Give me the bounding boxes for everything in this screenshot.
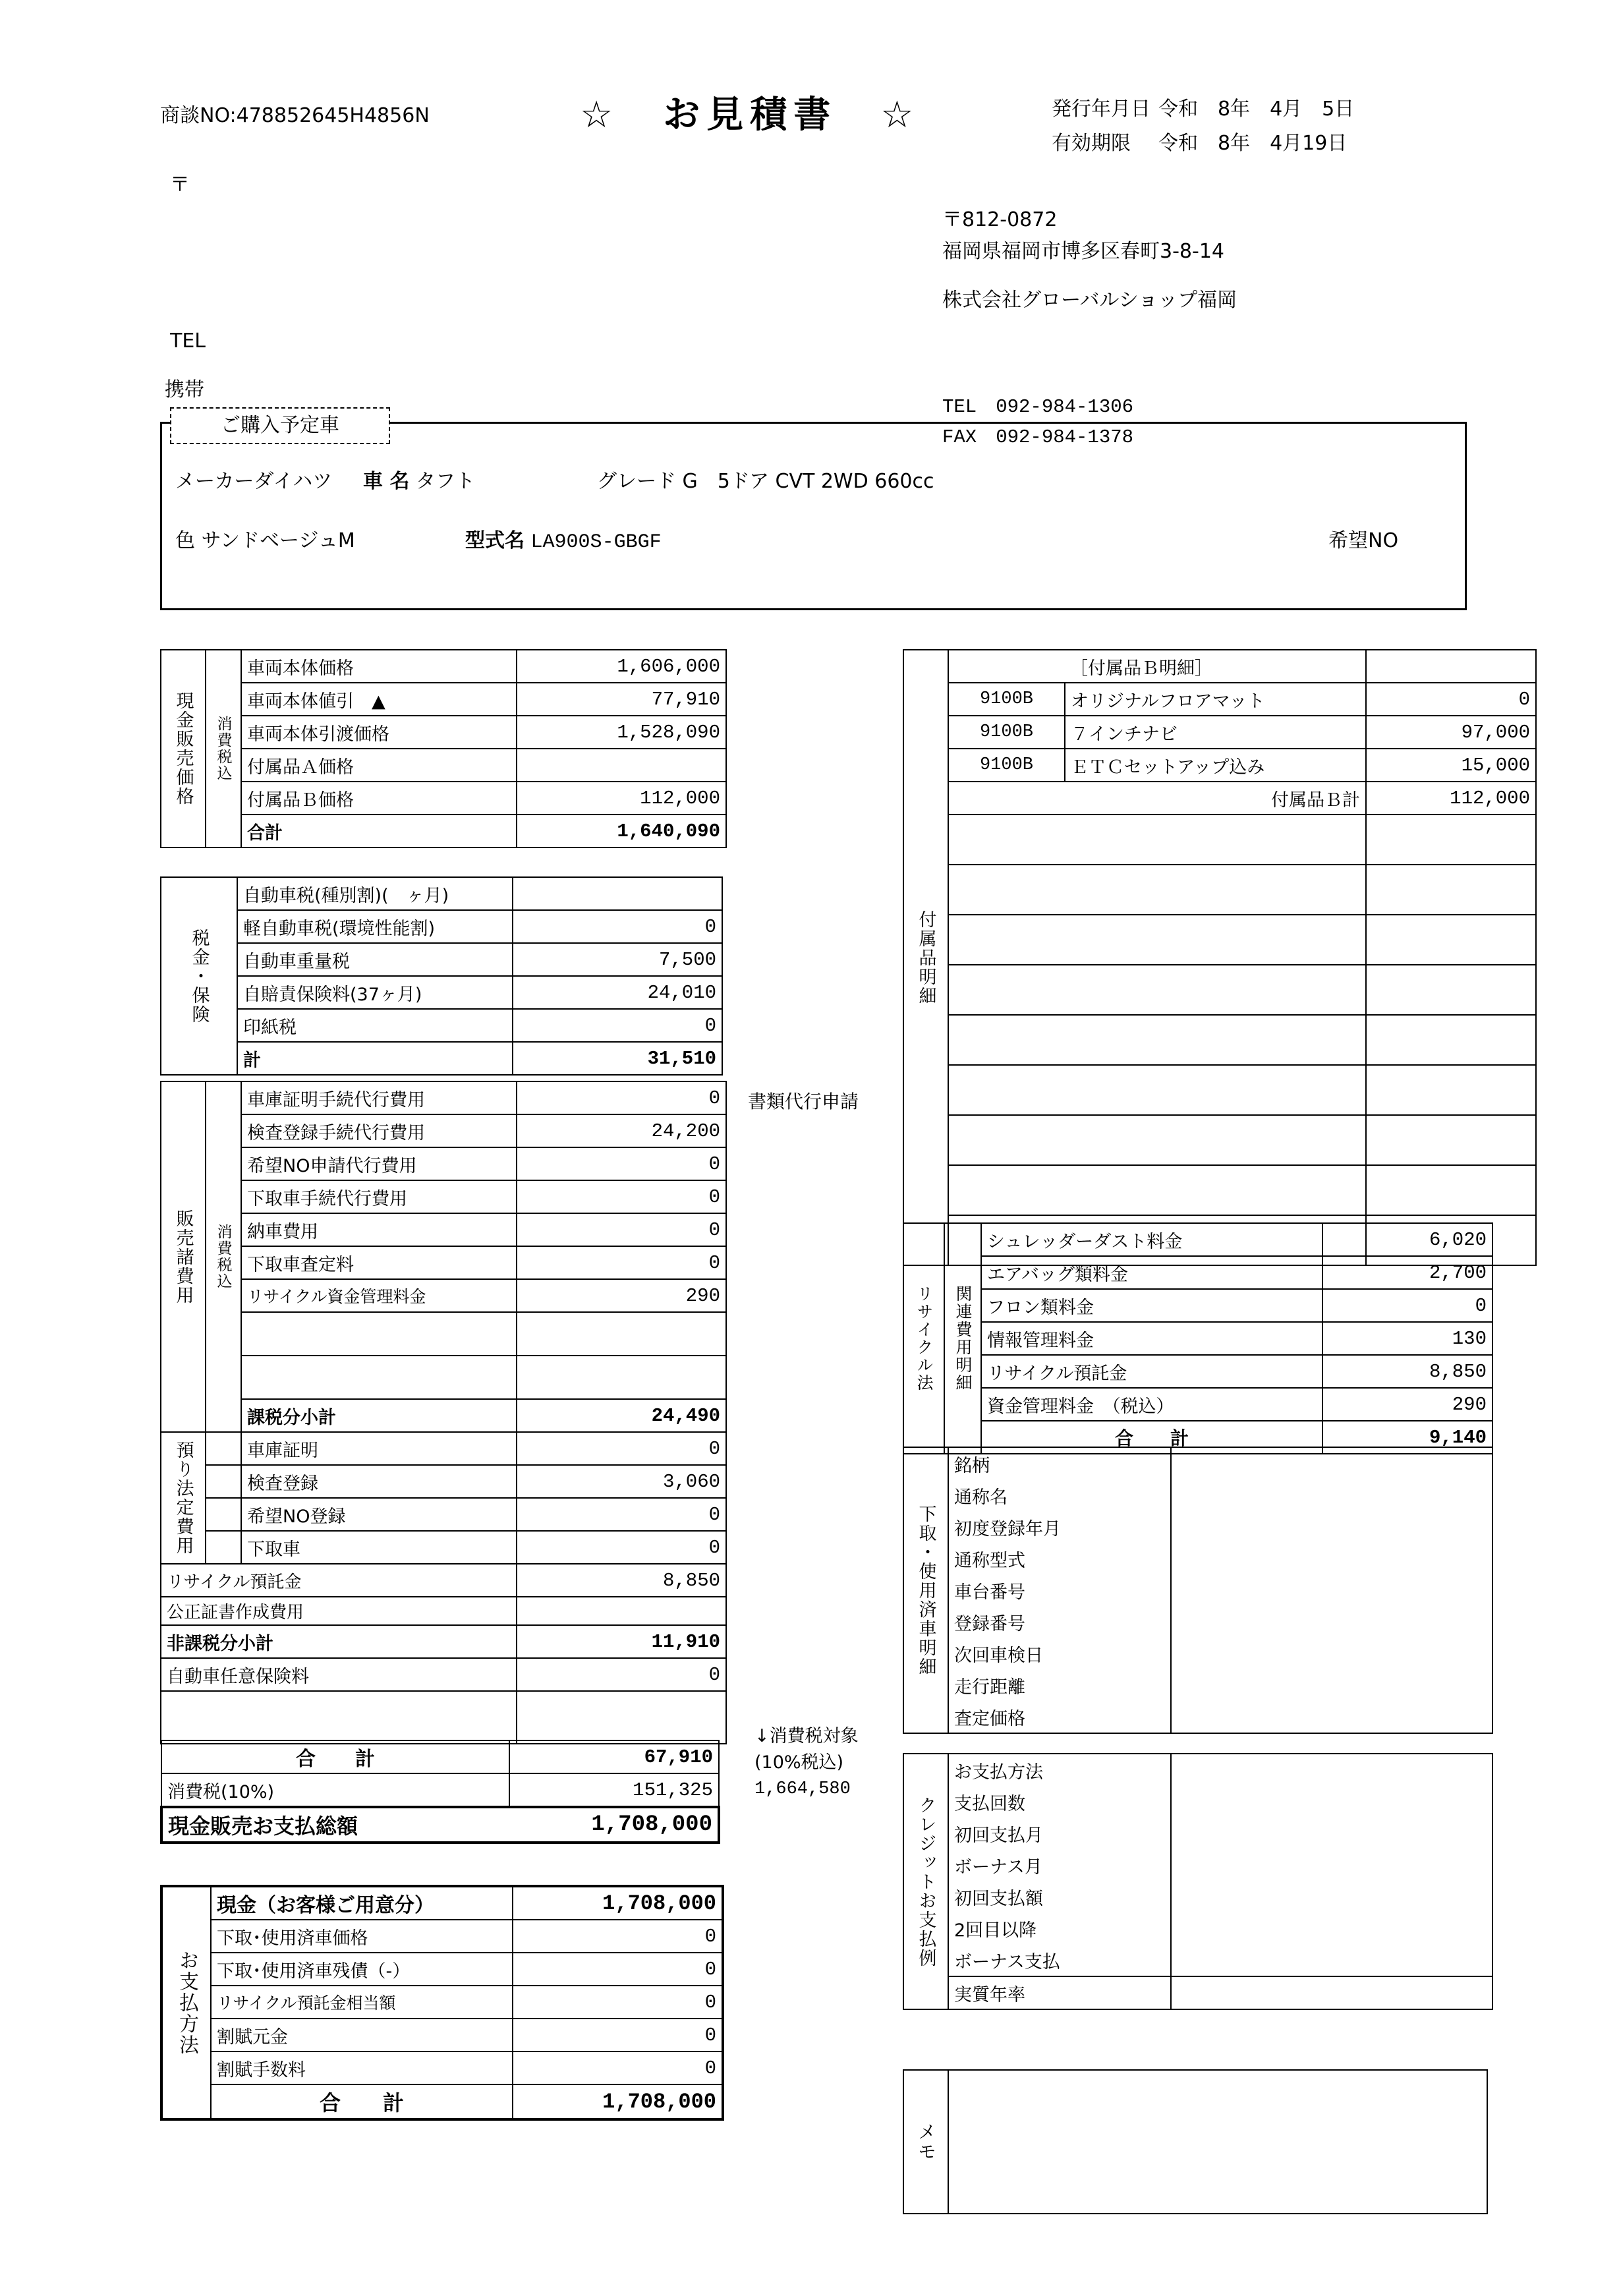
cash-price-table xyxy=(160,649,727,848)
row-value xyxy=(517,1597,726,1625)
grand-subtotal-value: 67,910 xyxy=(509,1740,719,1773)
row-value: 0 xyxy=(513,2019,723,2052)
vehicle-model-label: 型式名 xyxy=(465,529,525,552)
row-label: 希望NO登録 xyxy=(241,1498,517,1531)
row-label: 割賦手数料 xyxy=(211,2052,513,2084)
seller-name: 株式会社グローバルショップ福岡 xyxy=(942,289,1237,312)
vehicle-maker xyxy=(175,465,332,494)
deal-number: 商談NO:478852645H4856N xyxy=(160,104,430,127)
recycle-block xyxy=(903,1222,1493,1454)
row-label: ７インチナビ xyxy=(1065,716,1366,749)
row-label: シュレッダーダスト料金 xyxy=(981,1223,1322,1256)
credit-rate-label: 実質年率 xyxy=(948,1976,1171,2009)
customer-mobile-label: 携帯 xyxy=(165,378,204,401)
row-value xyxy=(1171,1447,1492,1479)
row-value xyxy=(1171,1638,1492,1669)
seller-tel: TEL 092-984-1306 xyxy=(942,396,1134,418)
row-label: 付属品Ｂ価格 xyxy=(241,782,517,815)
row-label: フロン類料金 xyxy=(981,1289,1322,1322)
row-value: 1,528,090 xyxy=(517,716,726,749)
row-label: 印紙税 xyxy=(237,1009,513,1042)
cash-price-side-label2: 消費税込 xyxy=(206,650,241,847)
recycle-total-label: 合 計 xyxy=(981,1421,1322,1454)
row-value xyxy=(517,1356,726,1399)
credit-side-label: クレジットお支払例 xyxy=(903,1754,948,2009)
row-value xyxy=(1171,1669,1492,1701)
row-value: 290 xyxy=(1322,1388,1492,1421)
row-value: 3,060 xyxy=(517,1465,726,1498)
documents-agency-note: 書類代行申請 xyxy=(748,1091,859,1112)
payment-total-value: 1,708,000 xyxy=(513,2084,723,2119)
tradein-table xyxy=(903,1447,1493,1734)
vehicle-grade-value: G 5ドア CVT 2WD 660cc xyxy=(682,470,934,493)
vehicle-section-tag: ご購入予定車 xyxy=(170,407,390,444)
voluntary-insurance-label: 自動車任意保険料 xyxy=(161,1658,517,1691)
row-value: 0 xyxy=(517,1213,726,1246)
row-value: 2,700 xyxy=(1322,1256,1492,1289)
credit-block xyxy=(903,1753,1493,2010)
row-label: 2回目以降 xyxy=(948,1912,1171,1944)
row-label: 支払回数 xyxy=(948,1786,1171,1818)
seller-fax: FAX 092-984-1378 xyxy=(942,426,1134,448)
memo-block xyxy=(903,2069,1488,2214)
row-value: 0 xyxy=(517,1180,726,1213)
row-label: 下取･使用済車残債（-） xyxy=(211,1953,513,1986)
row-label: 査定価格 xyxy=(948,1701,1171,1733)
recycle-total-value: 9,140 xyxy=(1322,1421,1492,1454)
vehicle-carname xyxy=(363,465,475,494)
row-value: 0 xyxy=(1322,1289,1492,1322)
row-value: 0 xyxy=(513,1920,723,1953)
row-label: 車両本体値引 ▲ xyxy=(241,683,517,716)
vehicle-maker-label: メーカー xyxy=(175,470,254,493)
row-value: 77,910 xyxy=(517,683,726,716)
row-value: 15,000 xyxy=(1366,749,1536,782)
row-value: 130 xyxy=(1322,1322,1492,1355)
row-label: 割賦元金 xyxy=(211,2019,513,2052)
row-value xyxy=(517,749,726,782)
row-label: オリジナルフロアマット xyxy=(1065,683,1366,716)
vehicle-color-label: 色 xyxy=(175,529,195,552)
vehicle-grade xyxy=(597,465,934,494)
page-title: ☆ お見積書 ☆ xyxy=(580,94,921,136)
option-b-total-label: 付属品Ｂ計 xyxy=(1065,782,1366,815)
seller-info xyxy=(942,204,1237,316)
row-label: 下取･使用済車価格 xyxy=(211,1920,513,1953)
row-label: 車台番号 xyxy=(948,1574,1171,1606)
payment-method-side-label: お支払方法 xyxy=(161,1886,211,2119)
customer-postal-mark: 〒 xyxy=(170,173,190,196)
sales-fees-block xyxy=(160,1081,727,1744)
row-label: 登録番号 xyxy=(948,1606,1171,1638)
row-label: 自賠責保険料(37ヶ月) xyxy=(237,976,513,1009)
row-value xyxy=(1171,1818,1492,1849)
row-label: 自動車重量税 xyxy=(237,943,513,976)
tax-insurance-side-label: 税金・保険 xyxy=(161,877,237,1075)
row-value: 290 xyxy=(517,1279,726,1312)
row-code: 9100B xyxy=(948,749,1065,782)
row-value: 7,500 xyxy=(513,943,722,976)
sales-fees-side-label2: 消費税込 xyxy=(206,1081,241,1432)
totals-block xyxy=(160,1740,720,1844)
vehicle-carname-value: タフト xyxy=(416,470,475,493)
row-value: 112,000 xyxy=(517,782,726,815)
row-code: 9100B xyxy=(948,683,1065,716)
seller-postal: 〒812-0872 xyxy=(942,208,1058,231)
sales-fees-subtotal-value: 24,490 xyxy=(517,1399,726,1432)
customer-tel-label: TEL xyxy=(170,330,206,353)
row-value: 0 xyxy=(513,1009,722,1042)
row-value: 1,606,000 xyxy=(517,650,726,683)
row-label: 走行距離 xyxy=(948,1669,1171,1701)
recycle-side-label: リサイクル法 xyxy=(903,1223,944,1454)
credit-rate-value xyxy=(1171,1976,1492,2009)
row-code: 9100B xyxy=(948,716,1065,749)
row-label: ＥＴＣセットアップ込み xyxy=(1065,749,1366,782)
issue-dates xyxy=(1048,92,1358,161)
row-label: 資金管理料金 （税込） xyxy=(981,1388,1322,1421)
deposit-subtotal-value: 11,910 xyxy=(517,1625,726,1658)
row-label: 初回支払月 xyxy=(948,1818,1171,1849)
row-value: 24,200 xyxy=(517,1114,726,1147)
row-label: 希望NO申請代行費用 xyxy=(241,1147,517,1180)
row-label: 下取車手続代行費用 xyxy=(241,1180,517,1213)
row-value xyxy=(1171,1511,1492,1543)
valid-until-value: 令和 8年 4月19日 xyxy=(1158,132,1348,155)
row-label: リサイクル預託金 xyxy=(981,1355,1322,1388)
totals-table xyxy=(160,1740,720,1844)
row-label: 車庫証明 xyxy=(241,1432,517,1465)
vehicle-model-value: LA900S-GBGF xyxy=(530,531,662,554)
row-label: 車両本体価格 xyxy=(241,650,517,683)
tax-object-note-line1: ↓消費税対象 xyxy=(754,1726,859,1746)
row-label: 検査登録手続代行費用 xyxy=(241,1114,517,1147)
consumption-tax-value: 151,325 xyxy=(509,1773,719,1807)
vehicle-color xyxy=(175,524,355,553)
row-value: 0 xyxy=(517,1531,726,1564)
vehicle-grade-label: グレード xyxy=(597,470,676,493)
row-value xyxy=(1171,1606,1492,1638)
row-label: 車両本体引渡価格 xyxy=(241,716,517,749)
row-label: ボーナス月 xyxy=(948,1849,1171,1881)
row-label: 現金（お客様ご用意分） xyxy=(211,1886,513,1920)
cash-price-total-value: 1,640,090 xyxy=(517,815,726,847)
row-label: 通称名 xyxy=(948,1479,1171,1511)
row-label xyxy=(241,1356,517,1399)
seller-address: 福岡県福岡市博多区春町3-8-14 xyxy=(942,240,1224,263)
row-label: 付属品Ａ価格 xyxy=(241,749,517,782)
sales-fees-subtotal-label: 課税分小計 xyxy=(241,1399,517,1432)
row-value: 24,010 xyxy=(513,976,722,1009)
row-value: 0 xyxy=(517,1432,726,1465)
row-value: 0 xyxy=(517,1246,726,1279)
row-value: 8,850 xyxy=(517,1564,726,1597)
grand-total-label: 現金販売お支払総額 xyxy=(161,1807,509,1843)
option-b-side-label: 付属品明細 xyxy=(903,650,948,1265)
row-value: 6,020 xyxy=(1322,1223,1492,1256)
issue-date-value: 令和 8年 4月 5日 xyxy=(1158,98,1355,121)
grand-total-value: 1,708,000 xyxy=(509,1807,719,1843)
row-value xyxy=(1171,1754,1492,1786)
row-label: 通称型式 xyxy=(948,1543,1171,1574)
row-label: エアバッグ類料金 xyxy=(981,1256,1322,1289)
row-value: 0 xyxy=(513,2052,723,2084)
row-value xyxy=(1171,1944,1492,1976)
credit-table xyxy=(903,1753,1493,2010)
deposit-subtotal-label: 非課税分小計 xyxy=(161,1625,517,1658)
row-value xyxy=(513,877,722,910)
row-label: 情報管理料金 xyxy=(981,1322,1322,1355)
memo-table xyxy=(903,2069,1488,2214)
row-label: ボーナス支払 xyxy=(948,1944,1171,1976)
row-value: 0 xyxy=(513,1986,723,2019)
cash-price-total-label: 合計 xyxy=(241,815,517,847)
row-value xyxy=(1171,1786,1492,1818)
sales-fees-side-label: 販売諸費用 xyxy=(161,1081,206,1432)
row-label: リサイクル預託金 xyxy=(161,1564,517,1597)
row-label: お支払方法 xyxy=(948,1754,1171,1786)
row-label: 初回支払額 xyxy=(948,1881,1171,1912)
tradein-block xyxy=(903,1447,1493,1734)
tax-insurance-total-label: 計 xyxy=(237,1042,513,1075)
option-b-title: ［付属品Ｂ明細］ xyxy=(1065,650,1366,683)
row-value: 0 xyxy=(513,910,722,943)
cash-price-side-label: 現金販売価格 xyxy=(161,650,206,847)
row-value: 97,000 xyxy=(1366,716,1536,749)
row-label: 検査登録 xyxy=(241,1465,517,1498)
row-label: 次回車検日 xyxy=(948,1638,1171,1669)
consumption-tax-label: 消費税(10%) xyxy=(161,1773,509,1807)
row-value: 0 xyxy=(513,1953,723,1986)
row-value xyxy=(1171,1912,1492,1944)
vehicle-carname-label: 車 名 xyxy=(363,470,410,493)
cash-price-block xyxy=(160,649,727,848)
tradein-side-label: 下取・使用済車明細 xyxy=(903,1447,948,1733)
row-value xyxy=(517,1312,726,1356)
tax-object-note-line2: (10%税込) xyxy=(754,1752,844,1773)
memo-side-label: メモ xyxy=(903,2070,948,2214)
payment-total-label: 合 計 xyxy=(211,2084,513,2119)
vehicle-color-value: サンドベージュM xyxy=(201,529,355,552)
tax-insurance-table xyxy=(160,876,723,1076)
row-value xyxy=(1171,1849,1492,1881)
memo-content[interactable] xyxy=(948,2070,1487,2214)
row-label: 下取車査定料 xyxy=(241,1246,517,1279)
row-value xyxy=(1171,1543,1492,1574)
row-label: 納車費用 xyxy=(241,1213,517,1246)
row-label: 銘柄 xyxy=(948,1447,1171,1479)
row-label: 初度登録年月 xyxy=(948,1511,1171,1543)
tax-insurance-total-value: 31,510 xyxy=(513,1042,722,1075)
row-value: 0 xyxy=(517,1498,726,1531)
row-label xyxy=(241,1312,517,1356)
row-value xyxy=(1171,1701,1492,1733)
sales-fees-table xyxy=(160,1081,727,1744)
tax-insurance-block xyxy=(160,876,723,1076)
row-value: 0 xyxy=(517,1147,726,1180)
vehicle-kibou-no-label: 希望NO xyxy=(1328,529,1399,552)
option-b-total-value: 112,000 xyxy=(1366,782,1536,815)
row-label: 下取車 xyxy=(241,1531,517,1564)
row-value xyxy=(1171,1574,1492,1606)
grand-subtotal-label: 合 計 xyxy=(161,1740,509,1773)
valid-until-label: 有効期限 xyxy=(1052,132,1131,155)
row-label: リサイクル資金管理料金 xyxy=(241,1279,517,1312)
option-b-block xyxy=(903,649,1537,1266)
recycle-table xyxy=(903,1222,1493,1454)
row-value xyxy=(1171,1881,1492,1912)
row-value xyxy=(1171,1479,1492,1511)
row-label: リサイクル預託金相当額 xyxy=(211,1986,513,2019)
payment-method-table xyxy=(160,1885,724,2121)
vehicle-maker-value: ダイハツ xyxy=(254,470,333,493)
option-b-table xyxy=(903,649,1537,1266)
row-label: 軽自動車税(環境性能割) xyxy=(237,910,513,943)
row-value: 8,850 xyxy=(1322,1355,1492,1388)
payment-method-block xyxy=(160,1885,724,2121)
voluntary-insurance-value: 0 xyxy=(517,1658,726,1691)
recycle-side-label2: 関連費用明細 xyxy=(944,1223,981,1454)
deposit-fees-side-label: 預り法定費用 xyxy=(161,1432,206,1564)
row-label: 公正証書作成費用 xyxy=(161,1597,517,1625)
row-value: 1,708,000 xyxy=(513,1886,723,1920)
row-value: 0 xyxy=(517,1081,726,1114)
tax-object-note xyxy=(754,1723,859,1802)
row-label: 自動車税(種別割)( ヶ月) xyxy=(237,877,513,910)
tax-object-note-amount: 1,664,580 xyxy=(754,1779,851,1799)
issue-date-label: 発行年月日 xyxy=(1052,98,1150,121)
row-label: 車庫証明手続代行費用 xyxy=(241,1081,517,1114)
vehicle-box xyxy=(160,422,1467,610)
vehicle-model xyxy=(465,524,662,554)
row-value: 0 xyxy=(1366,683,1536,716)
